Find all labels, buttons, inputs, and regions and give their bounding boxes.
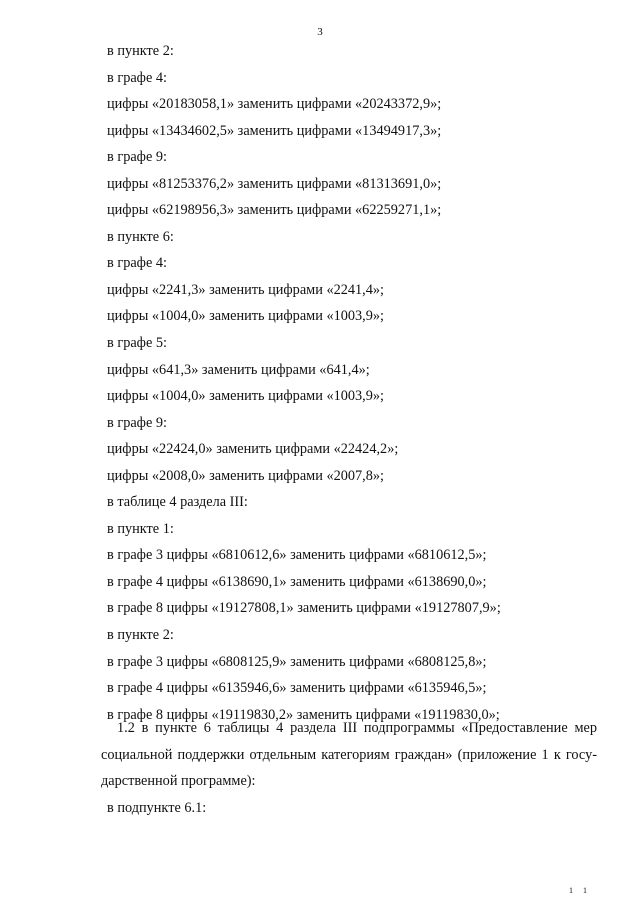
amendment-line: цифры «22424,0» заменить цифрами «22424,2»; bbox=[107, 441, 399, 458]
amendment-line: в таблице 4 раздела III: bbox=[107, 494, 248, 511]
amendment-line: в графе 3 цифры «6810612,6» заменить цифрами «6810612,5»; bbox=[107, 547, 487, 564]
amendment-line: в пункте 6: bbox=[107, 228, 174, 245]
amendment-line: в графе 8 цифры «19127808,1» заменить цифрами «19127807,9»; bbox=[107, 600, 501, 617]
amendment-line: в пункте 2: bbox=[107, 43, 174, 59]
paragraph-line: социальной поддержки отдельным категориям граждан» (приложение 1 к госу- bbox=[101, 746, 597, 763]
amendment-line: цифры «1004,0» заменить цифрами «1003,9»; bbox=[107, 308, 385, 325]
amendment-line: в графе 5: bbox=[107, 335, 167, 352]
amendment-line: в пункте 2: bbox=[107, 627, 174, 644]
amendment-line: в графе 9: bbox=[107, 149, 167, 166]
amendment-line: в графе 9: bbox=[107, 414, 167, 431]
amendment-line: в графе 4 цифры «6138690,1» заменить цифрами «6138690,0»; bbox=[107, 573, 487, 590]
amendment-line: в графе 4 цифры «6135946,6» заменить цифрами «6135946,5»; bbox=[107, 680, 487, 697]
amendment-line: цифры «62198956,3» заменить цифрами «62259271,1»; bbox=[107, 202, 442, 219]
paragraph-1-2 bbox=[101, 715, 597, 795]
amendment-line: цифры «1004,0» заменить цифрами «1003,9»; bbox=[107, 388, 385, 405]
amendment-line: в графе 3 цифры «6808125,9» заменить цифрами «6808125,8»; bbox=[107, 653, 487, 670]
paragraph-line: 1.2 в пункте 6 таблицы 4 раздела III подпрограммы «Предоставление мер bbox=[117, 720, 597, 736]
amendment-line: в графе 8 цифры «19119830,2» заменить цифрами «19119830,0»; bbox=[107, 706, 500, 723]
paragraph-line: дарственной программе): bbox=[101, 773, 256, 789]
footer-mark: 1 1 bbox=[569, 886, 591, 895]
amendment-line: цифры «2008,0» заменить цифрами «2007,8»; bbox=[107, 467, 385, 484]
amendment-line: цифры «2241,3» заменить цифрами «2241,4»; bbox=[107, 281, 385, 298]
amendment-line: цифры «20183058,1» заменить цифрами «20243372,9»; bbox=[107, 96, 442, 113]
page-number: 3 bbox=[317, 26, 323, 38]
amendment-line: цифры «641,3» заменить цифрами «641,4»; bbox=[107, 361, 370, 378]
amendment-line: цифры «81253376,2» заменить цифрами «81313691,0»; bbox=[107, 175, 442, 192]
subpoint-heading: в подпункте 6.1: bbox=[107, 800, 207, 816]
amendment-line: в пункте 1: bbox=[107, 520, 174, 537]
amendment-list bbox=[0, 38, 640, 728]
amendment-line: цифры «13434602,5» заменить цифрами «13494917,3»; bbox=[107, 122, 442, 139]
amendment-line: в графе 4: bbox=[107, 69, 167, 86]
amendment-line: в графе 4: bbox=[107, 255, 167, 272]
